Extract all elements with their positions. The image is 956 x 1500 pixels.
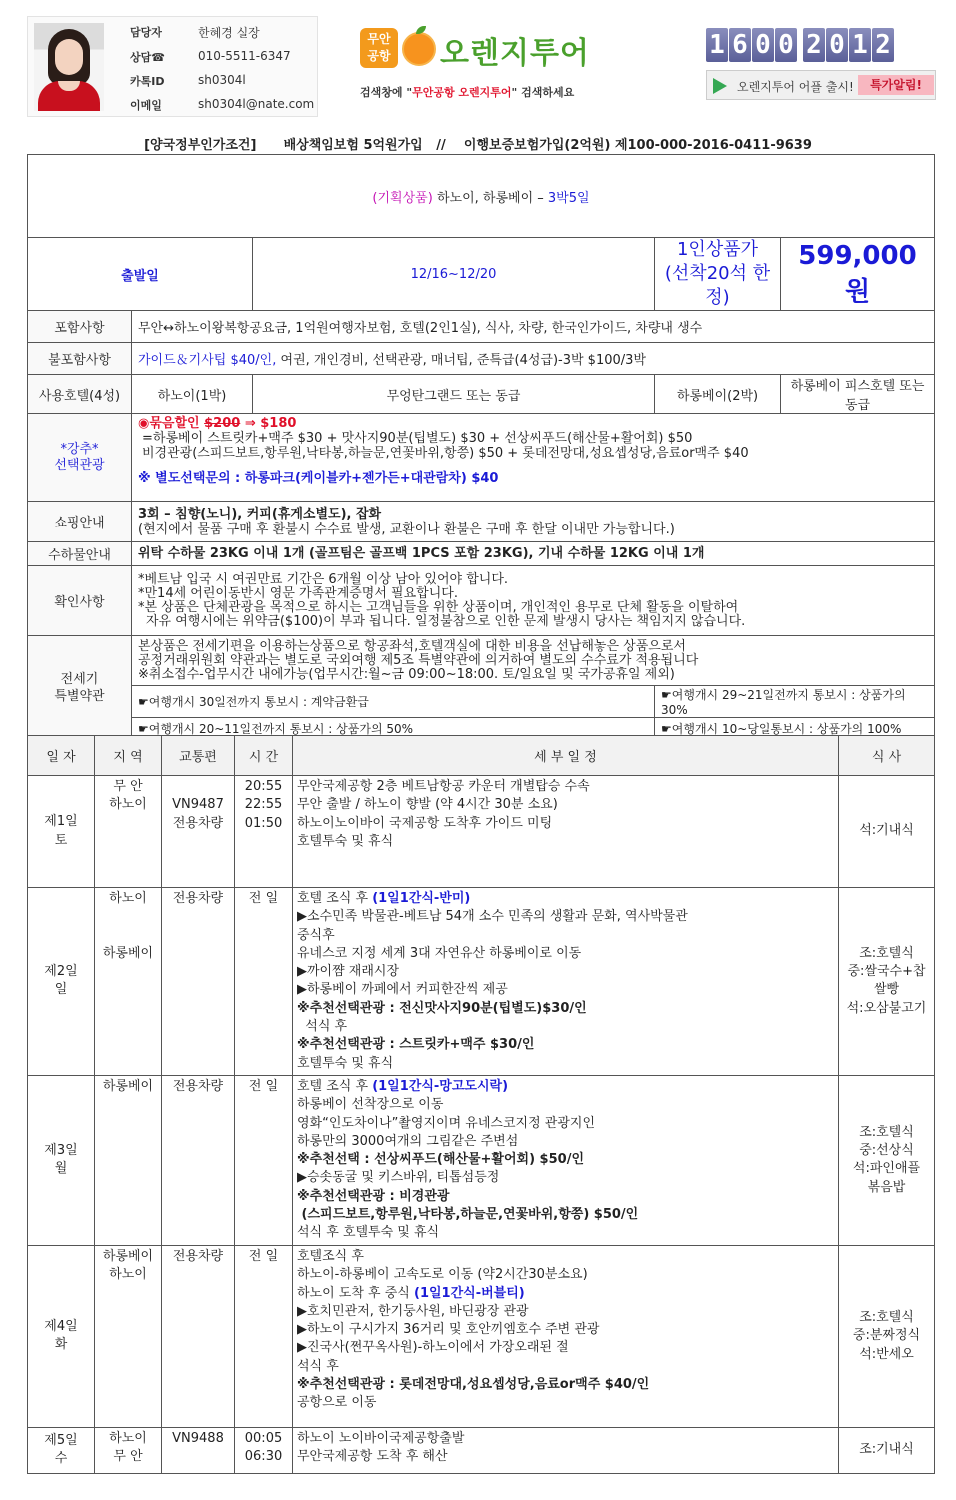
schedule-row: [28, 1427, 935, 1473]
schedule-line: 무안국제공항 2층 베트남항공 카운터 개별탑승 수속: [297, 779, 590, 794]
schedule-row: [28, 888, 935, 1076]
app-banner[interactable]: [706, 70, 936, 100]
schedule-line: 석식 후: [297, 1358, 339, 1374]
schedule-line: ▶호치민관저, 한기둥사원, 바딘광장 관광: [297, 1303, 529, 1319]
schedule-line: 하노이 노이바이국제공항출발: [297, 1430, 465, 1446]
refund-1: ☛여행개시 30일전까지 통보시 : 계약금환급: [132, 686, 655, 718]
departure-dates: 12/16~12/20: [253, 238, 655, 311]
schedule-time: 00:05 06:30: [235, 1427, 293, 1473]
title-duration: 3박5일: [547, 190, 590, 206]
hotel-label: 사용호텔(4성): [28, 375, 132, 414]
schedule-line: 호텔 조식 후 (1일1간식-망고도시락): [297, 1078, 509, 1094]
departure-label: 출발일: [28, 238, 253, 311]
badge-text: 무안 공항: [367, 32, 391, 63]
baggage-text: 위탁 수하물 23KG 이내 1개 (골프팀은 골프백 1PCS 포함 23KG), 기내 수하물 12KG 이내 1개: [132, 542, 935, 566]
schedule-line: ※추천선택관광 : 롯데전망대,성요셉성당,음료or맥주 $40/인: [297, 1377, 650, 1393]
schedule-line: ▶승솟동굴 및 키스바위, 티톱섬등정: [297, 1170, 500, 1186]
schedule-line: 석식 후 호텔투숙 및 휴식: [297, 1225, 440, 1241]
baggage-label: 수하물안내: [28, 542, 132, 566]
schedule-meals: 조:호텔식 중:분짜정식 석:반세오: [839, 1245, 935, 1427]
schedule-detail: [293, 1245, 839, 1427]
schedule-line: 석식 후: [297, 1019, 348, 1035]
price-label-1: 1인상품가: [676, 239, 758, 260]
phone-digit: 6: [729, 28, 751, 62]
schedule-line: ▶진국사(쩐꾸옥사원)-하노이에서 가장오래된 절: [297, 1340, 569, 1356]
schedule-day: 제2일 일: [28, 888, 95, 1076]
included-label: 포함사항: [28, 311, 132, 343]
schedule-line: 공항으로 이동: [297, 1395, 377, 1411]
schedule-meals: 조:기내식: [839, 1427, 935, 1473]
schedule-line: ※추천선택관광 : 스트릿카+맥주 $30/인: [297, 1037, 535, 1053]
agent-phone[interactable]: 010-5511-6347: [198, 49, 291, 63]
schedule-transport: 전용차량: [162, 1075, 235, 1245]
agent-kakao-label: 카톡ID: [130, 75, 165, 88]
schedule-transport: 전용차량: [162, 1245, 235, 1427]
schedule-line: ※추천선택관광 : 전신맛사지90분(팁별도)$30/인: [297, 1000, 587, 1016]
schedule-line: 호텔투숙 및 휴식: [297, 1055, 394, 1071]
company-logo[interactable]: [360, 22, 600, 100]
title-main: 하노이, 하롱베이 –: [436, 190, 544, 206]
schedule-meals: 조:호텔식 중:선상식 석:파인애플 볶음밥: [839, 1075, 935, 1245]
schedule-line: ▶하노이 구시가지 36거리 및 호안끼엠호수 주변 관광: [297, 1322, 600, 1338]
search-note: 검색창에 "무안공항 오렌지투어" 검색하세요: [360, 86, 575, 99]
col-region: 지 역: [95, 736, 162, 776]
schedule-line: 무안 출발 / 하노이 향발 (약 4시간 30분 소요): [297, 797, 558, 813]
muan-airport-badge: [360, 28, 398, 68]
schedule-line: 중식후: [297, 927, 335, 943]
schedule-transport: VN9487 전용차량: [162, 776, 235, 888]
schedule-line: ▶소수민족 박물관-베트남 54개 소수 민족의 생활과 문화, 역사박물관: [297, 909, 688, 925]
agent-email[interactable]: sh0304l@nate.com: [198, 97, 315, 111]
brand-name: 오렌지투어: [440, 36, 590, 71]
refund-2: ☛여행개시 29~21일전까지 통보시 : 상품가의 30%: [655, 686, 935, 718]
schedule-region: 하노이 하롱베이: [95, 888, 162, 1076]
col-meals: 식 사: [839, 736, 935, 776]
title-prefix: (기획상품): [372, 190, 433, 206]
schedule-time: 전 일: [235, 1245, 293, 1427]
phone-digit: 0: [752, 28, 774, 62]
schedule-row: [28, 1075, 935, 1245]
schedule-line: 하노이노이바이 국제공항 도착후 가이드 미팅: [297, 815, 553, 831]
schedule-line: 호텔투숙 및 휴식: [297, 833, 394, 849]
play-store-icon: [713, 78, 727, 94]
shopping-text: 3회 – 침향(노니), 커피(휴게소별도), 잡화 (현지에서 물품 구매 후 환불시 수수료 발생, 교환이나 환불은 구매 후 한달 이내만 가능합니다.): [132, 502, 935, 542]
agent-email-label: 이메일: [130, 99, 162, 112]
confirm-text: *베트남 입국 시 여권만료 기간은 6개월 이상 남아 있어야 합니다. *만14세 어린이동반시 영문 가족관계증명서 필요합니다. *본 상품은 단체관광을 목적으로 하시는 고객님들을 위한 상품이며, 개인적인 용무로 단체 활동을 이탈하여 자유 여행시에는 위약금($100)이 부과 됩니다. 일정불참으로 인한 문제 발생시 당사는 책임지지 않습니다.: [132, 566, 935, 636]
schedule-line: 호텔조식 후: [297, 1248, 364, 1264]
schedule-line: ▶까이쨤 재래시장: [297, 964, 400, 980]
special-alert-badge[interactable]: 특가알림!: [858, 75, 934, 95]
refund-3: ☛여행개시 20~11일전까지 통보시 : 상품가의 50%: [132, 718, 655, 740]
schedule-line: 하롱베이 선착장으로 이동: [297, 1097, 444, 1113]
phone-digit: 0: [826, 28, 848, 62]
schedule-region: 하롱베이: [95, 1075, 162, 1245]
schedule-detail: [293, 776, 839, 888]
schedule-line: 하노이-하롱베이 고속도로 이동 (약2시간30분소요): [297, 1267, 588, 1283]
schedule-line: 하롱만의 3000여개의 그림같은 주변섬: [297, 1133, 519, 1149]
schedule-transport: 전용차량: [162, 888, 235, 1076]
schedule-day: 제1일 토: [28, 776, 95, 888]
schedule-detail: [293, 1427, 839, 1473]
schedule-meals: 조:호텔식 중:쌀국수+찹쌀빵 석:오삼불고기: [839, 888, 935, 1076]
option-label: *강추* 선택관광: [28, 414, 132, 502]
schedule-line: 영화“인도차이나”촬영지이며 유네스코지정 관광지인: [297, 1115, 596, 1131]
shopping-label: 쇼핑안내: [28, 502, 132, 542]
schedule-line: 무안국제공항 도착 후 해산: [297, 1449, 448, 1465]
phone-number[interactable]: [706, 28, 936, 64]
phone-digit: 0: [775, 28, 797, 62]
schedule-line: (스피드보트,항루원,낙타봉,하늘문,연꽃바위,항쯩) $50/인: [297, 1207, 639, 1223]
excluded-label: 불포함사항: [28, 343, 132, 375]
agent-photo: [34, 23, 104, 111]
price-label-2: (선착20석 한정): [664, 263, 771, 308]
schedule-line: ※추천선택관광 : 비경관광: [297, 1188, 450, 1204]
insurance-line: [양국정부인가조건] 배상책임보험 5억원가입 // 이행보증보험가입(2억원) 제100-000-2016-0411-9639: [144, 138, 812, 153]
schedule-region: 하노이 무 안: [95, 1427, 162, 1473]
schedule-row: [28, 776, 935, 888]
col-day: 일 자: [28, 736, 95, 776]
schedule-line: ※추천선택 : 선상씨푸드(해산물+활어회) $50/인: [297, 1152, 585, 1168]
agent-name: 한혜경 실장: [198, 26, 260, 40]
price: 599,000원: [781, 238, 935, 311]
charter-label: 전세기 특별약관: [28, 636, 132, 740]
orange-icon: [402, 32, 436, 66]
product-title: [28, 155, 935, 238]
phone-digit: 1: [706, 28, 728, 62]
schedule-transport: VN9488: [162, 1427, 235, 1473]
schedule-day: 제5일 수: [28, 1427, 95, 1473]
schedule-meals: 석:기내식: [839, 776, 935, 888]
phone-digit: 1: [849, 28, 871, 62]
hotel-a: 무엉탄그랜드 또는 동급: [253, 375, 655, 414]
option-text: ◉묶음할인 $200 ⇒ $180 =하롱베이 스트릿카+맥주 $30 + 맛사지90분(팁별도) $30 + 선상씨푸드(해산물+활어회) $50 비경관광(스피드보트,항루원,낙타봉,하늘문,연꽃바위,항쯩) $50 + 롯데전망대,성요셉성당,음료or맥주 $40 ※ 별도선택문의 : 하롱파크(케이블카+젠가든+대관람차) $40: [132, 414, 935, 502]
agent-card: [27, 16, 318, 117]
schedule-region: 무 안 하노이: [95, 776, 162, 888]
price-label: [655, 238, 781, 311]
schedule-time: 20:55 22:55 01:50: [235, 776, 293, 888]
schedule-detail: [293, 1075, 839, 1245]
charter-text: 본상품은 전세기편을 이용하는상품으로 항공좌석,호텔객실에 대한 비용을 선납해놓은 상품으로서 공정거래위원회 약관과는 별도로 국외여행 제5조 특별약관에 의거하여 별도의 수수료가 적용됩니다 ※취소접수-업무시간 내에가능(업무시간:월~금 09:00~18:00. 토/일요일 및 국가공휴일 제외): [132, 636, 935, 686]
col-detail: 세 부 일 정: [293, 736, 839, 776]
schedule-row: [28, 1245, 935, 1427]
schedule-day: 제4일 화: [28, 1245, 95, 1427]
agent-phone-label: 상담☎: [130, 51, 165, 64]
excluded-text: 가이드＆기사팁 $40/인, 여권, 개인경비, 선택관광, 매너팁, 준특급(4성급)-3박 $100/3박: [132, 343, 935, 375]
phone-digit: 2: [872, 28, 894, 62]
schedule-line: ▶하롱베이 까페에서 커피한잔씩 제공: [297, 982, 508, 998]
app-banner-text: 오렌지투어 어플 출시!: [737, 80, 854, 94]
included-text: 무안↔하노이왕복항공요금, 1억원여행자보험, 호텔(2인1실), 식사, 차량, 한국인가이드, 차량내 생수: [132, 311, 935, 343]
hotel-b-city: 하롱베이(2박): [655, 375, 781, 414]
hotel-b: 하롱베이 피스호텔 또는 동급: [781, 375, 935, 414]
hotel-a-city: 하노이(1박): [132, 375, 253, 414]
phone-digit: 2: [803, 28, 825, 62]
schedule-table: [27, 735, 935, 1474]
refund-4: ☛여행개시 10~당일통보시 : 상품가의 100%: [655, 718, 935, 740]
schedule-line: 하노이 도착 후 중식 (1일1간식-버블티): [297, 1285, 525, 1301]
schedule-line: 유네스코 지정 세계 3대 자연유산 하롱베이로 이동: [297, 945, 582, 961]
product-table: [27, 154, 935, 740]
schedule-region: 하롱베이 하노이: [95, 1245, 162, 1427]
schedule-time: 전 일: [235, 888, 293, 1076]
col-time: 시 간: [235, 736, 293, 776]
schedule-detail: [293, 888, 839, 1076]
schedule-line: 호텔 조식 후 (1일1간식-반미): [297, 891, 471, 906]
agent-name-label: 담당자: [130, 26, 162, 39]
agent-kakao: sh0304l: [198, 73, 246, 87]
col-transport: 교통편: [162, 736, 235, 776]
schedule-time: 전 일: [235, 1075, 293, 1245]
schedule-day: 제3일 월: [28, 1075, 95, 1245]
confirm-label: 확인사항: [28, 566, 132, 636]
